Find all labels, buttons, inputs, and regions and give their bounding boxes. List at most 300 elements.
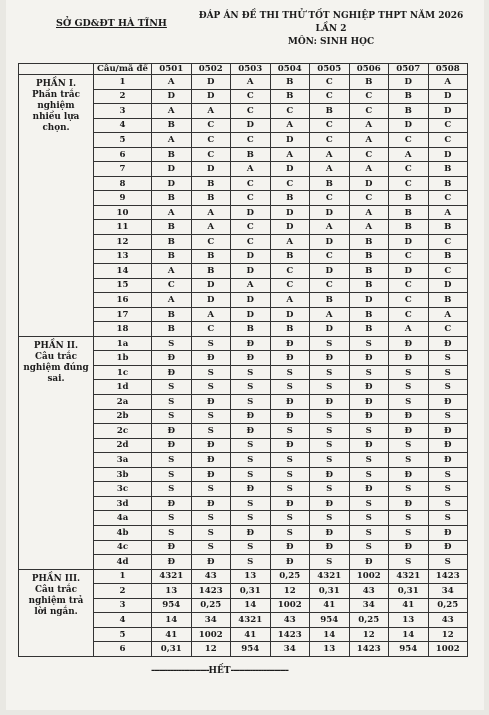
answer-cell: Đ [310, 496, 350, 511]
answer-cell: Đ [389, 496, 429, 511]
answer-cell: S [152, 453, 192, 468]
answer-cell: S [428, 365, 468, 380]
section-title-text: PHẦN II. Câu trắc nghiệm đúng sai. [23, 340, 89, 384]
answer-cell: S [231, 511, 271, 526]
answer-cell: A [428, 307, 468, 322]
answer-cell: D [191, 278, 231, 293]
answer-cell: A [191, 220, 231, 235]
answer-cell: C [191, 147, 231, 162]
answer-cell: Đ [428, 336, 468, 351]
answer-cell: D [389, 235, 429, 250]
answer-cell: S [389, 395, 429, 410]
answer-cell: Đ [270, 496, 310, 511]
answer-cell: B [389, 89, 429, 104]
answer-cell: B [428, 249, 468, 264]
answer-cell: 13 [231, 569, 271, 584]
question-number: 3 [94, 598, 152, 613]
answer-cell: B [152, 191, 192, 206]
answer-cell: S [310, 555, 350, 570]
answer-cell: 41 [231, 627, 271, 642]
answer-cell: 1002 [428, 642, 468, 657]
answer-cell: C [231, 104, 271, 119]
section-title-text: PHẦN I. Phần trắc nghiệm nhiều lựa chọn. [32, 79, 80, 133]
answer-cell: B [310, 104, 350, 119]
answer-cell: S [389, 453, 429, 468]
answer-cell: C [270, 264, 310, 279]
corner-label: Câu/mã đề [94, 64, 152, 75]
answer-cell: S [349, 424, 389, 439]
answer-cell: S [310, 482, 350, 497]
answer-cell: B [389, 191, 429, 206]
answer-cell: D [152, 162, 192, 177]
answer-cell: D [231, 264, 271, 279]
answer-cell: Đ [428, 453, 468, 468]
answer-cell: A [191, 307, 231, 322]
answer-cell: 43 [270, 613, 310, 628]
answer-cell: S [310, 438, 350, 453]
answer-cell: D [428, 104, 468, 119]
answer-cell: S [270, 511, 310, 526]
answer-cell: Đ [152, 351, 192, 366]
exam-code-header: 0502 [191, 64, 231, 75]
answer-cell: B [152, 147, 192, 162]
answer-cell: 12 [191, 642, 231, 657]
answer-cell: S [231, 365, 271, 380]
answer-cell: Đ [231, 336, 271, 351]
answer-cell: A [428, 75, 468, 90]
answer-cell: 41 [152, 627, 192, 642]
section-title [19, 75, 94, 337]
question-number: 1 [94, 75, 152, 90]
answer-cell: Đ [428, 395, 468, 410]
answer-cell: D [389, 264, 429, 279]
answer-cell: Đ [389, 409, 429, 424]
answer-cell: A [349, 118, 389, 133]
answer-cell: D [270, 133, 310, 148]
answer-cell: 14 [231, 598, 271, 613]
question-number: 9 [94, 191, 152, 206]
answer-cell: C [349, 104, 389, 119]
answer-cell: D [191, 293, 231, 308]
answer-cell: D [349, 293, 389, 308]
answer-cell: C [231, 176, 271, 191]
answer-cell: S [270, 467, 310, 482]
answer-cell: 43 [349, 584, 389, 599]
answer-cell: C [310, 118, 350, 133]
answer-cell: C [428, 264, 468, 279]
answer-cell: S [231, 496, 271, 511]
answer-cell: Đ [270, 540, 310, 555]
answer-cell: B [152, 322, 192, 337]
answer-cell: B [310, 293, 350, 308]
question-number: 3 [94, 104, 152, 119]
answer-cell: C [191, 322, 231, 337]
answer-cell: S [428, 482, 468, 497]
answer-cell: 0,25 [428, 598, 468, 613]
answer-cell: B [191, 176, 231, 191]
answer-cell: S [191, 380, 231, 395]
answer-cell: A [428, 205, 468, 220]
answer-cell: A [310, 220, 350, 235]
answer-cell: Đ [191, 467, 231, 482]
answer-cell: 1002 [270, 598, 310, 613]
answer-cell: A [349, 205, 389, 220]
answer-cell: A [349, 162, 389, 177]
answer-cell: D [231, 249, 271, 264]
answer-cell: Đ [270, 336, 310, 351]
answer-cell: A [231, 75, 271, 90]
answer-cell: Đ [152, 496, 192, 511]
answer-cell: Đ [389, 424, 429, 439]
answer-cell: S [152, 467, 192, 482]
subject-label: MÔN: SINH HỌC [287, 37, 375, 47]
answer-cell: B [349, 75, 389, 90]
answer-cell: Đ [389, 467, 429, 482]
answer-cell: B [191, 264, 231, 279]
answer-cell: 34 [270, 642, 310, 657]
answer-cell: B [152, 118, 192, 133]
answer-cell: A [191, 104, 231, 119]
question-number: 3c [94, 482, 152, 497]
question-number: 3d [94, 496, 152, 511]
question-number: 5 [94, 627, 152, 642]
answer-cell: A [270, 293, 310, 308]
answer-cell: S [428, 467, 468, 482]
exam-code-header: 0504 [270, 64, 310, 75]
question-number: 2b [94, 409, 152, 424]
answer-cell: S [270, 525, 310, 540]
answer-cell: 1002 [191, 627, 231, 642]
question-number: 6 [94, 147, 152, 162]
question-number: 12 [94, 235, 152, 250]
answer-cell: S [349, 525, 389, 540]
answer-cell: B [428, 293, 468, 308]
question-number: 15 [94, 278, 152, 293]
answer-cell: Đ [191, 453, 231, 468]
answer-cell: D [428, 147, 468, 162]
answer-cell: C [428, 191, 468, 206]
answer-cell: S [231, 540, 271, 555]
answer-cell: D [270, 162, 310, 177]
answer-cell: C [428, 133, 468, 148]
answer-cell: 0,31 [152, 642, 192, 657]
question-number: 4 [94, 613, 152, 628]
answer-cell: 4321 [152, 569, 192, 584]
exam-code-header: 0508 [428, 64, 468, 75]
answer-cell: S [428, 380, 468, 395]
answer-cell: S [191, 511, 231, 526]
exam-code-header: 0505 [310, 64, 350, 75]
answer-cell: S [310, 409, 350, 424]
answer-cell: A [349, 220, 389, 235]
answer-cell: C [389, 307, 429, 322]
question-number: 14 [94, 264, 152, 279]
answer-cell: D [389, 118, 429, 133]
answer-cell: S [310, 424, 350, 439]
answer-cell: 41 [389, 598, 429, 613]
answer-cell: S [152, 380, 192, 395]
answer-cell: C [191, 118, 231, 133]
answer-cell: C [389, 176, 429, 191]
answer-cell: S [270, 482, 310, 497]
answer-cell: S [349, 540, 389, 555]
answer-table [18, 63, 468, 657]
round-label: LẦN 2 [315, 24, 347, 34]
answer-cell: Đ [231, 409, 271, 424]
answer-cell: Đ [231, 424, 271, 439]
answer-cell: D [191, 162, 231, 177]
answer-cell: Đ [349, 482, 389, 497]
answer-cell: Đ [389, 540, 429, 555]
answer-cell: S [270, 424, 310, 439]
answer-cell: C [231, 220, 271, 235]
answer-cell: 0,25 [191, 598, 231, 613]
answer-cell: C [310, 278, 350, 293]
question-number: 1a [94, 336, 152, 351]
answer-cell: B [349, 235, 389, 250]
answer-cell: S [389, 555, 429, 570]
answer-cell: Đ [231, 351, 271, 366]
answer-cell: B [349, 322, 389, 337]
question-number: 7 [94, 162, 152, 177]
answer-cell: C [231, 133, 271, 148]
answer-cell: S [191, 424, 231, 439]
answer-cell: B [152, 307, 192, 322]
answer-cell: 34 [191, 613, 231, 628]
answer-cell: S [428, 409, 468, 424]
header-block [186, 10, 476, 49]
answer-cell: A [389, 322, 429, 337]
answer-cell: Đ [270, 438, 310, 453]
answer-cell: 12 [349, 627, 389, 642]
answer-cell: Đ [349, 380, 389, 395]
answer-cell: S [349, 453, 389, 468]
answer-cell: Đ [349, 409, 389, 424]
answer-cell: C [349, 191, 389, 206]
answer-cell: B [389, 205, 429, 220]
question-number: 6 [94, 642, 152, 657]
question-number: 13 [94, 249, 152, 264]
answer-cell: 4321 [389, 569, 429, 584]
answer-cell: S [152, 482, 192, 497]
answer-cell: D [310, 322, 350, 337]
answer-cell: A [389, 147, 429, 162]
answer-cell: Đ [191, 555, 231, 570]
answer-cell: C [191, 235, 231, 250]
answer-cell: 12 [428, 627, 468, 642]
answer-cell: Đ [310, 351, 350, 366]
answer-cell: A [310, 147, 350, 162]
answer-cell: C [310, 75, 350, 90]
answer-cell: S [152, 395, 192, 410]
answer-cell: Đ [428, 525, 468, 540]
answer-sheet [6, 0, 484, 710]
answer-cell: S [270, 365, 310, 380]
answer-cell: B [349, 307, 389, 322]
question-number: 1d [94, 380, 152, 395]
answer-cell: C [310, 191, 350, 206]
answer-cell: B [191, 249, 231, 264]
question-number: 8 [94, 176, 152, 191]
answer-cell: 0,31 [310, 584, 350, 599]
answer-cell: B [231, 322, 271, 337]
answer-cell: S [152, 511, 192, 526]
answer-cell: 41 [310, 598, 350, 613]
section-title-text: PHẦN III. Câu trắc nghiệm trả lời ngắn. [28, 573, 84, 617]
answer-cell: Đ [191, 351, 231, 366]
answer-cell: C [389, 278, 429, 293]
answer-cell: 954 [389, 642, 429, 657]
answer-cell: S [152, 336, 192, 351]
answer-cell: C [389, 162, 429, 177]
answer-cell: C [310, 133, 350, 148]
answer-cell: Đ [310, 540, 350, 555]
answer-cell: 13 [152, 584, 192, 599]
answer-cell: S [152, 525, 192, 540]
answer-cell: S [191, 482, 231, 497]
answer-cell: 0,25 [349, 613, 389, 628]
answer-cell: Đ [191, 438, 231, 453]
question-number: 2 [94, 584, 152, 599]
answer-cell: B [349, 264, 389, 279]
answer-cell: Đ [389, 351, 429, 366]
answer-cell: Đ [152, 438, 192, 453]
answer-cell: Đ [310, 395, 350, 410]
answer-cell: S [191, 540, 231, 555]
table-row [19, 336, 468, 351]
exam-code-header: 0507 [389, 64, 429, 75]
answer-cell: S [349, 467, 389, 482]
answer-cell: Đ [270, 555, 310, 570]
answer-cell: B [389, 104, 429, 119]
answer-cell: Đ [152, 540, 192, 555]
answer-cell: D [428, 89, 468, 104]
answer-cell: C [389, 133, 429, 148]
answer-cell: 1002 [349, 569, 389, 584]
doc-title: ĐÁP ÁN ĐỀ THI THỬ TỐT NGHIỆP THPT NĂM 2026 [198, 11, 464, 21]
answer-cell: A [152, 104, 192, 119]
answer-cell: D [191, 75, 231, 90]
answer-cell: 0,25 [270, 569, 310, 584]
answer-cell: D [389, 75, 429, 90]
answer-cell: Đ [231, 482, 271, 497]
answer-cell: S [231, 453, 271, 468]
answer-cell: C [191, 133, 231, 148]
answer-cell: D [310, 205, 350, 220]
answer-cell: 0,31 [231, 584, 271, 599]
answer-cell: 13 [389, 613, 429, 628]
answer-cell: S [231, 380, 271, 395]
answer-cell: Đ [231, 525, 271, 540]
answer-cell: B [349, 278, 389, 293]
answer-cell: Đ [349, 555, 389, 570]
answer-cell: 4321 [310, 569, 350, 584]
answer-cell: 1423 [349, 642, 389, 657]
question-number: 11 [94, 220, 152, 235]
answer-cell: B [428, 162, 468, 177]
answer-cell: 4321 [231, 613, 271, 628]
answer-cell: B [270, 89, 310, 104]
answer-cell: Đ [428, 540, 468, 555]
answer-cell: S [389, 482, 429, 497]
answer-cell: 34 [349, 598, 389, 613]
answer-cell: Đ [389, 336, 429, 351]
question-number: 18 [94, 322, 152, 337]
answer-cell: C [152, 278, 192, 293]
answer-cell: C [231, 235, 271, 250]
answer-cell: 12 [270, 584, 310, 599]
answer-cell: S [389, 380, 429, 395]
answer-cell: A [191, 205, 231, 220]
section-title [19, 336, 94, 569]
question-number: 2d [94, 438, 152, 453]
answer-cell: S [349, 336, 389, 351]
answer-cell: S [310, 365, 350, 380]
answer-cell: 1423 [270, 627, 310, 642]
answer-cell: B [270, 249, 310, 264]
question-number: 17 [94, 307, 152, 322]
answer-cell: Đ [152, 555, 192, 570]
answer-cell: 13 [310, 642, 350, 657]
answer-cell: D [428, 278, 468, 293]
answer-cell: C [270, 278, 310, 293]
table-row [19, 75, 468, 90]
answer-cell: A [270, 118, 310, 133]
answer-cell: Đ [270, 395, 310, 410]
answer-cell: S [349, 511, 389, 526]
answer-cell: S [310, 380, 350, 395]
question-number: 2c [94, 424, 152, 439]
question-number: 4b [94, 525, 152, 540]
answer-cell: 43 [428, 613, 468, 628]
answer-cell: A [231, 278, 271, 293]
answer-cell: C [389, 293, 429, 308]
answer-cell: B [270, 322, 310, 337]
answer-cell: A [152, 264, 192, 279]
answer-cell: C [231, 191, 271, 206]
answer-cell: Đ [152, 365, 192, 380]
answer-cell: B [231, 147, 271, 162]
answer-cell: B [389, 220, 429, 235]
question-number: 10 [94, 205, 152, 220]
section-title [19, 569, 94, 656]
answer-cell: D [310, 235, 350, 250]
answer-cell: 14 [152, 613, 192, 628]
answer-cell: 954 [231, 642, 271, 657]
answer-cell: 1423 [191, 584, 231, 599]
question-number: 3a [94, 453, 152, 468]
answer-cell: Đ [310, 467, 350, 482]
answer-cell: 954 [152, 598, 192, 613]
answer-cell: A [152, 205, 192, 220]
answer-cell: D [270, 205, 310, 220]
answer-cell: 0,31 [389, 584, 429, 599]
answer-cell: S [191, 336, 231, 351]
answer-cell: S [428, 351, 468, 366]
question-number: 2 [94, 89, 152, 104]
answer-cell: D [349, 176, 389, 191]
answer-cell: S [191, 409, 231, 424]
answer-cell: S [152, 409, 192, 424]
answer-cell: S [231, 467, 271, 482]
answer-cell: B [428, 176, 468, 191]
answer-cell: A [152, 133, 192, 148]
answer-cell: D [191, 89, 231, 104]
answer-cell: A [152, 293, 192, 308]
answer-cell: S [428, 555, 468, 570]
answer-cell: Đ [310, 525, 350, 540]
answer-cell: B [428, 220, 468, 235]
